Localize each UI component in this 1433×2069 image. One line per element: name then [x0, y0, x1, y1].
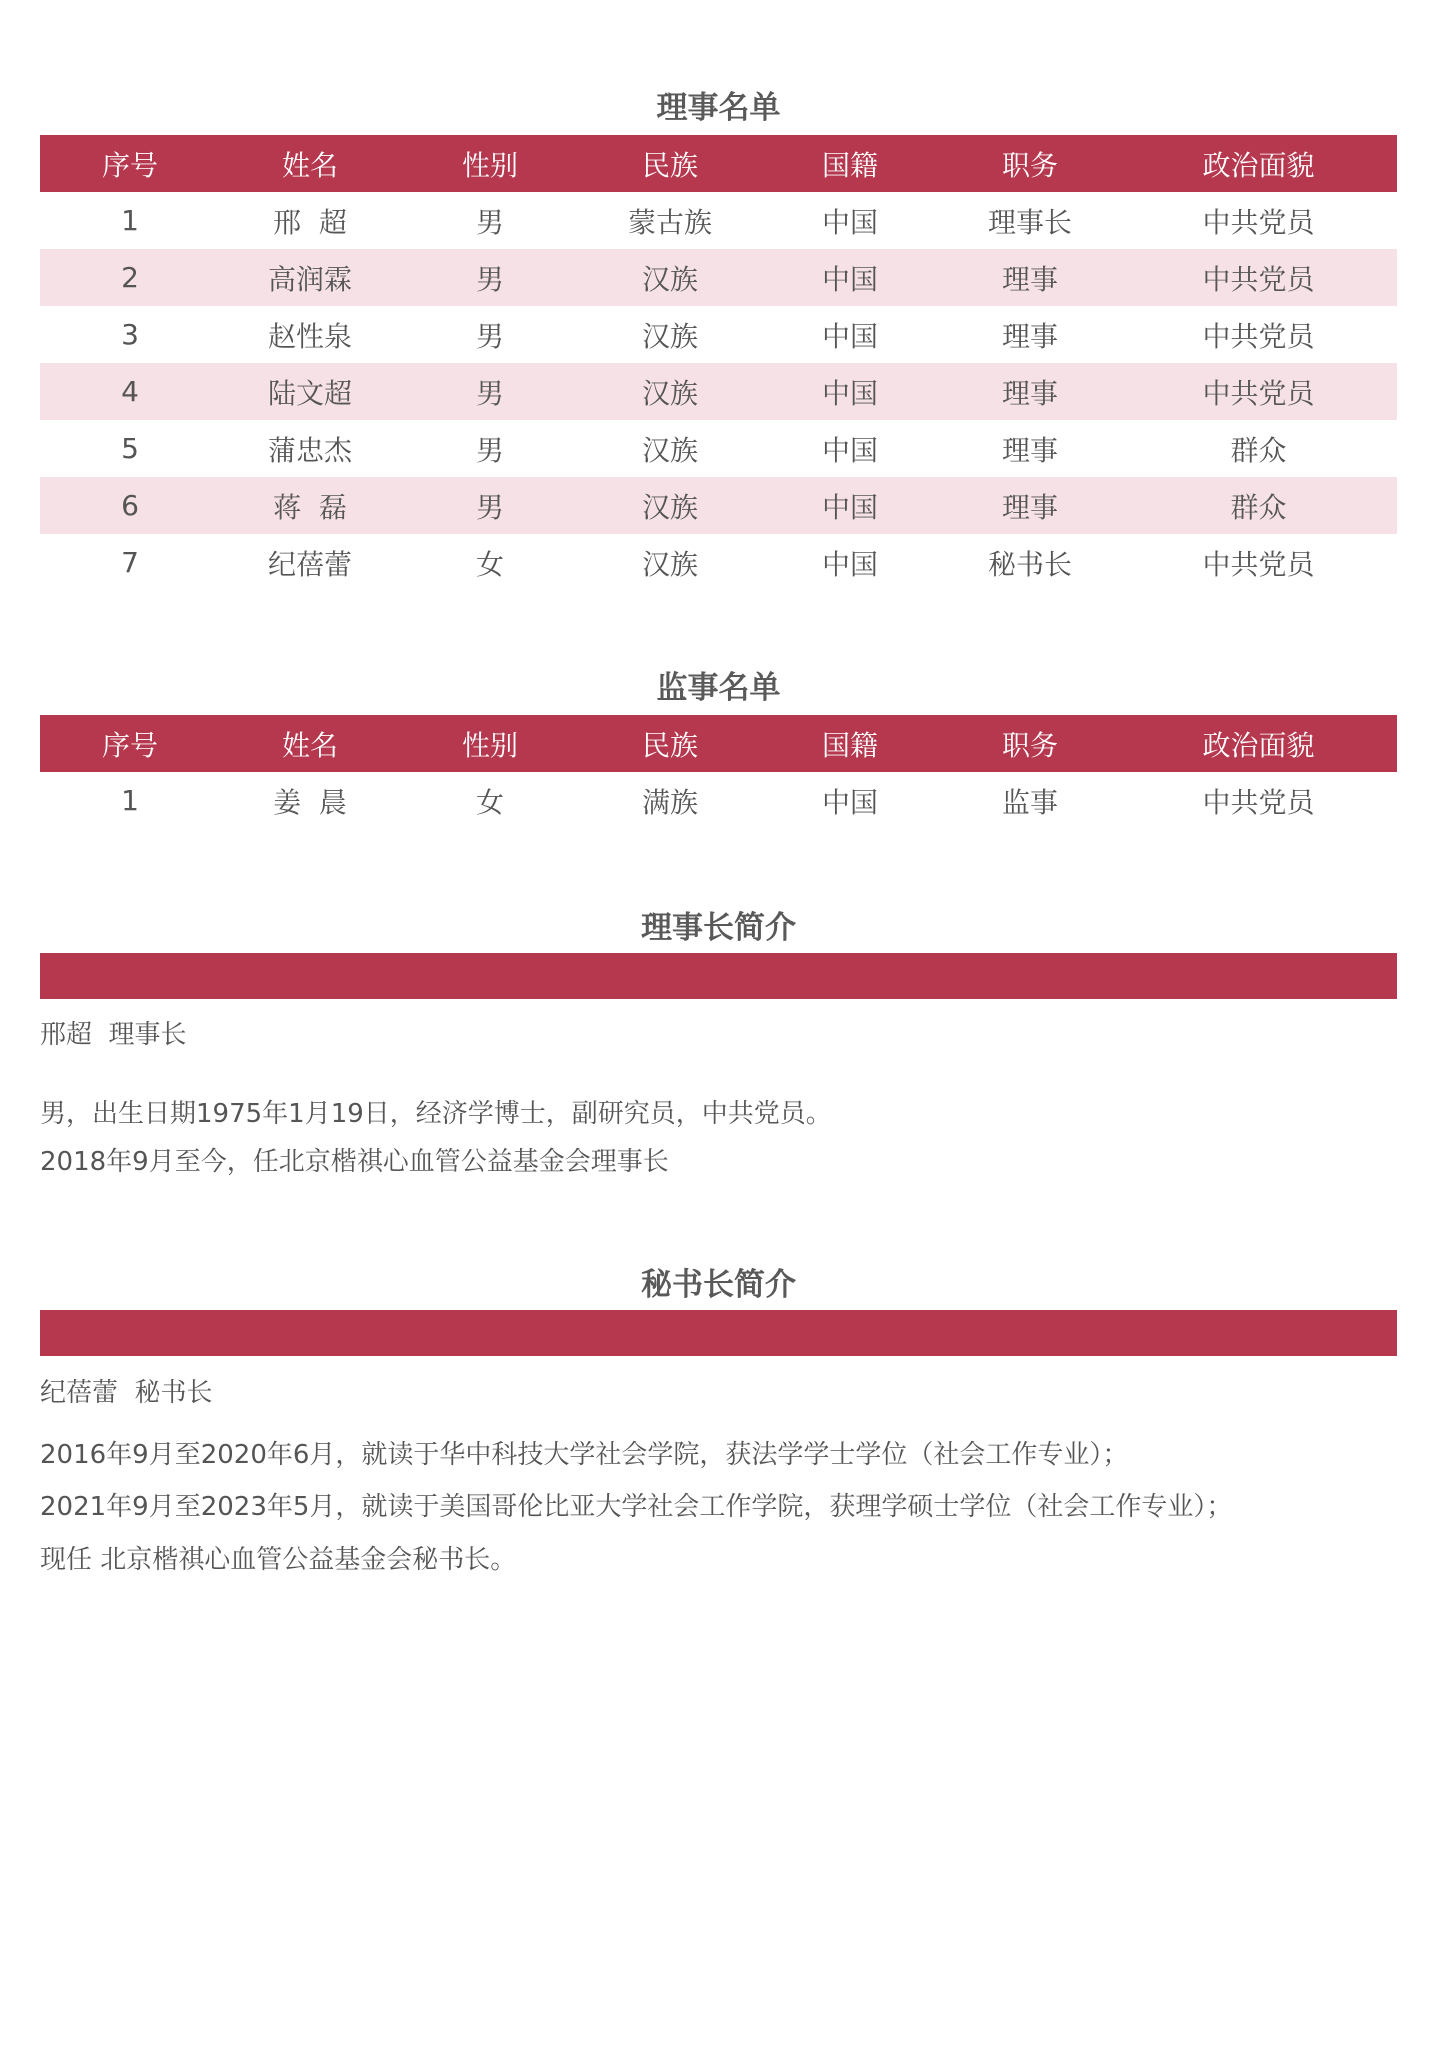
table-cell: 秘书长: [987, 547, 1072, 581]
column-header: 国籍: [760, 715, 940, 772]
table-cell: 群众: [1120, 477, 1397, 534]
table-cell: 女: [475, 785, 504, 819]
table-cell: 男: [475, 319, 504, 353]
column-header: 性别: [400, 135, 580, 192]
table-cell: 中国: [760, 477, 940, 534]
table-cell: 理事长: [987, 205, 1072, 239]
table-cell: 群众: [1230, 433, 1287, 467]
column-header: 职务: [940, 715, 1120, 772]
secretary-line: 现任 北京楷祺心血管公益基金会秘书长。: [40, 1545, 517, 1575]
table-cell: 赵性泉: [267, 319, 352, 353]
table-cell: 中国: [760, 249, 940, 306]
table-cell: 中共党员: [1120, 249, 1397, 306]
column-header: 国籍: [760, 135, 940, 192]
secretary-line: 2016年9月至2020年6月，就读于华中科技大学社会学院，获法学学士学位（社会工作专业）；: [40, 1440, 1129, 1470]
table-row: [40, 772, 1397, 829]
table-header-row: [40, 135, 1397, 192]
table-cell: 理事: [940, 249, 1120, 306]
table-cell: 中国: [821, 785, 878, 819]
table-cell: 中共党员: [1202, 547, 1315, 581]
table-cell: 中国: [821, 547, 878, 581]
column-header: 姓名: [220, 715, 400, 772]
column-header: 政治面貌: [1120, 715, 1397, 772]
table-cell: 中国: [821, 433, 878, 467]
table-cell: 男: [400, 363, 580, 420]
table-cell: 4: [40, 363, 220, 420]
table-cell: 理事: [1001, 433, 1058, 467]
board-table: [40, 135, 1397, 591]
secretary-line: 2021年9月至2023年5月，就读于美国哥伦比亚大学社会工作学院，获理学硕士学位（社会工作专业）；: [40, 1492, 1233, 1522]
table-cell: 理事: [940, 363, 1120, 420]
table-cell: 汉族: [641, 319, 698, 353]
secretary-bar: [40, 1310, 1397, 1356]
table-cell: 中国: [821, 205, 878, 239]
column-header: 民族: [580, 135, 760, 192]
table-row: [40, 477, 1397, 534]
table-row: [40, 420, 1397, 477]
table-row: [40, 249, 1397, 306]
table-cell: 理事: [1001, 319, 1058, 353]
table-cell: 陆文超: [220, 363, 400, 420]
table-cell: 2: [40, 249, 220, 306]
table-cell: 蒙古族: [627, 205, 712, 239]
chairman-title: 理事长简介: [641, 910, 796, 946]
table-cell: 中共党员: [1202, 319, 1315, 353]
table-cell: 汉族: [580, 477, 760, 534]
table-cell: 1: [121, 784, 139, 817]
table-cell: 姜 晨: [273, 785, 347, 819]
table-cell: 汉族: [641, 433, 698, 467]
table-header-row: [40, 715, 1397, 772]
table-cell: 纪蓓蕾: [267, 547, 352, 581]
column-header: 姓名: [220, 135, 400, 192]
table-cell: 5: [121, 432, 139, 465]
table-cell: 男: [400, 249, 580, 306]
table-cell: 中国: [760, 363, 940, 420]
column-header: 序号: [40, 135, 220, 192]
supervisors-table: [40, 715, 1397, 829]
chairman-line: 2018年9月至今，任北京楷祺心血管公益基金会理事长: [40, 1147, 669, 1177]
table-cell: 3: [121, 318, 139, 351]
table-cell: 男: [400, 477, 580, 534]
table-cell: 汉族: [641, 547, 698, 581]
table-cell: 中共党员: [1202, 205, 1315, 239]
column-header: 民族: [580, 715, 760, 772]
table-cell: 理事: [940, 477, 1120, 534]
table-cell: 汉族: [580, 363, 760, 420]
table-cell: 女: [475, 547, 504, 581]
column-header: 政治面貌: [1120, 135, 1397, 192]
table-cell: 中共党员: [1202, 785, 1315, 819]
supervisors-title: 监事名单: [656, 670, 781, 706]
table-cell: 1: [121, 204, 139, 237]
table-cell: 邢 超: [273, 205, 347, 239]
board-title: 理事名单: [656, 90, 781, 126]
chairman-name: 邢超 理事长: [40, 1020, 187, 1050]
table-row: [40, 306, 1397, 363]
table-cell: 高润霖: [220, 249, 400, 306]
table-cell: 男: [475, 205, 504, 239]
table-cell: 中国: [821, 319, 878, 353]
table-row: [40, 192, 1397, 249]
secretary-name: 纪蓓蕾 秘书长: [40, 1378, 213, 1408]
table-cell: 7: [121, 546, 139, 579]
column-header: 序号: [40, 715, 220, 772]
column-header: 职务: [940, 135, 1120, 192]
table-cell: 蒲忠杰: [267, 433, 352, 467]
table-cell: 汉族: [580, 249, 760, 306]
table-cell: 男: [475, 433, 504, 467]
table-cell: 监事: [1001, 785, 1058, 819]
table-cell: 6: [40, 477, 220, 534]
column-header: 性别: [400, 715, 580, 772]
secretary-title: 秘书长简介: [641, 1267, 796, 1303]
table-cell: 蒋 磊: [220, 477, 400, 534]
chairman-bar: [40, 953, 1397, 999]
table-cell: 满族: [641, 785, 698, 819]
table-row: [40, 534, 1397, 591]
table-cell: 中共党员: [1120, 363, 1397, 420]
table-row: [40, 363, 1397, 420]
chairman-line: 男，出生日期1975年1月19日，经济学博士，副研究员，中共党员。: [40, 1099, 832, 1129]
